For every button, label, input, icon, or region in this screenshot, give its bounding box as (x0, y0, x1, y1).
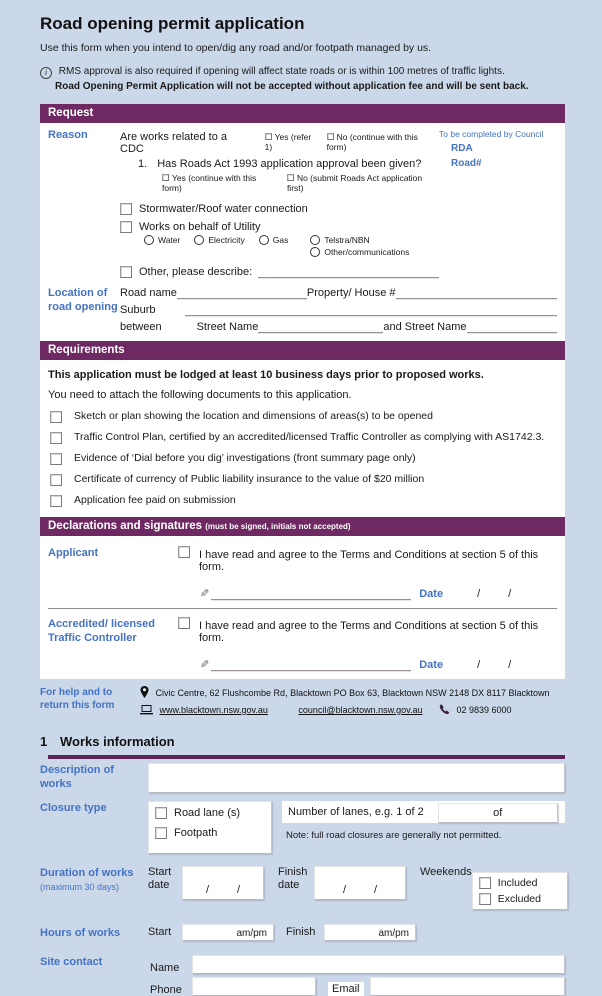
requirement-item: Evidence of ‘Dial before you dig’ investigations (front summary page only) (50, 452, 557, 465)
requirement-checkbox[interactable] (50, 411, 62, 423)
hours-start-label: Start (148, 926, 172, 938)
hours-of-works-label: Hours of works (40, 926, 121, 939)
applicant-signature-field[interactable] (211, 599, 411, 600)
utility-label: Works on behalf of Utility (139, 221, 261, 233)
cdc-yes-option[interactable]: Yes (refer 1) (264, 132, 312, 152)
website-icon (140, 705, 153, 720)
suburb-label: Suburb (120, 304, 156, 316)
finish-date-label: Finish date (278, 866, 308, 891)
date-slash: / (477, 659, 481, 671)
roads-yes-checkbox[interactable] (162, 174, 169, 181)
request-panel (40, 123, 565, 341)
other-describe-field[interactable] (258, 265, 439, 278)
start-date-label: Start date (148, 866, 172, 891)
location-pin-icon (140, 686, 149, 703)
footer-phone: 02 9839 6000 (456, 705, 512, 715)
electricity-radio[interactable] (194, 235, 204, 245)
applicant-agree-checkbox[interactable] (178, 546, 190, 558)
phone-icon (439, 704, 450, 720)
cdc-no-option[interactable]: No (continue with this form) (326, 132, 418, 152)
gas-option[interactable]: Gas (259, 235, 289, 245)
road-lane-option[interactable]: Road lane (s) (155, 807, 267, 819)
finish-date-field[interactable]: / / (314, 866, 406, 900)
footer-website-link[interactable]: www.blacktown.nsw.gov.au (159, 705, 268, 715)
stormwater-label: Stormwater/Roof water connection (139, 203, 308, 215)
number-of-lanes-field[interactable]: of (438, 803, 558, 823)
council-column (439, 129, 557, 278)
other-checkbox[interactable] (120, 266, 132, 278)
roads-no-option[interactable]: No (submit Roads Act application first) (286, 173, 423, 193)
hours-finish-label: Finish (286, 926, 316, 938)
hours-finish-field[interactable]: am/pm (324, 924, 416, 941)
footer-email-link[interactable]: council@blacktown.nsw.gov.au (298, 705, 423, 715)
form-footer (40, 686, 565, 720)
footpath-option[interactable]: Footpath (155, 827, 267, 839)
footpath-checkbox[interactable] (155, 827, 167, 839)
electricity-option[interactable]: Electricity (194, 235, 244, 245)
street-name-label: Street Name (196, 321, 259, 333)
info-icon: i (40, 67, 52, 79)
declarations-panel (40, 536, 565, 679)
requirements-lead: You need to attach the following documents to this application. (48, 389, 352, 401)
declarations-section-header: Declarations and signatures (must be signed, initials not accepted) (40, 517, 565, 536)
weekends-label: Weekends (420, 866, 472, 878)
roads-act-question: Has Roads Act 1993 application approval been given? (157, 158, 422, 170)
request-section-header: Request (40, 104, 565, 123)
start-date-field[interactable]: / / (182, 866, 264, 900)
rda-label: RDA (451, 143, 473, 154)
street-name-field[interactable] (258, 320, 383, 333)
location-label: Location of road opening (48, 287, 118, 313)
between-label: between (120, 321, 162, 333)
road-lane-checkbox[interactable] (155, 807, 167, 819)
requirement-item: Traffic Control Plan, certified by an accredited/licensed Traffic Controller as complying with AS1742.3. (50, 431, 557, 444)
and-street-label: and Street Name (383, 321, 467, 333)
telstra-option[interactable]: Telstra/NBN (310, 235, 409, 245)
declarations-header-suffix: (must be signed, initials not accepted) (205, 522, 351, 531)
other-comm-option[interactable]: Other/communications (310, 247, 409, 257)
phone-field[interactable] (192, 977, 316, 996)
gas-radio[interactable] (259, 235, 269, 245)
works-heading: 1 Works information (40, 734, 175, 749)
utility-options (144, 235, 439, 259)
weekends-included-option[interactable]: Included (479, 877, 563, 889)
controller-agree-checkbox[interactable] (178, 617, 190, 629)
road-name-label: Road name (120, 287, 177, 299)
cdc-yes-checkbox[interactable] (265, 133, 272, 140)
duration-of-works-label: Duration of works (maximum 30 days) (40, 867, 134, 892)
traffic-controller-label: Accredited/ licensed Traffic Controller (48, 618, 155, 644)
cdc-no-checkbox[interactable] (327, 133, 334, 140)
requirement-item: Application fee paid on submission (50, 494, 557, 507)
water-option[interactable]: Water (144, 235, 180, 245)
other-comm-radio[interactable] (310, 247, 320, 257)
description-of-works-field[interactable] (148, 763, 565, 793)
name-label: Name (150, 962, 180, 974)
page-title: Road opening permit application (40, 14, 305, 33)
section-divider (48, 608, 557, 609)
property-house-field[interactable] (396, 286, 557, 299)
note-line-2: Road Opening Permit Application will not be accepted without application fee and will be sent back. (55, 81, 529, 92)
requirement-checkbox[interactable] (50, 495, 62, 507)
date-slash: / (508, 659, 512, 671)
suburb-field[interactable] (185, 303, 557, 316)
signature-pen-icon: ✎ (200, 588, 210, 600)
cdc-question: Are works related to a CDC (120, 131, 227, 155)
included-checkbox[interactable] (479, 877, 491, 889)
hours-start-field[interactable]: am/pm (182, 924, 274, 941)
and-street-field[interactable] (467, 320, 558, 333)
closure-type-box (148, 801, 272, 854)
date-slash: / (477, 588, 481, 600)
help-label: For help and to return this form (40, 687, 115, 711)
council-note: To be completed by Council (439, 129, 544, 139)
number-of-lanes-label: Number of lanes, e.g. 1 of 2 (286, 804, 430, 822)
road-number-label: Road# (451, 158, 482, 169)
date-slash: / (508, 588, 512, 600)
requirement-item: Sketch or plan showing the location and dimensions of areas(s) to be opened (50, 410, 557, 423)
applicant-agree-text: I have read and agree to the Terms and Conditions at section 5 of this form. (199, 549, 539, 573)
requirements-section-header: Requirements (40, 341, 565, 360)
roads-act-number: 1. (138, 158, 148, 170)
controller-agree-text: I have read and agree to the Terms and Conditions at section 5 of this form. (199, 620, 539, 644)
closure-type-label: Closure type (40, 802, 107, 814)
applicant-label: Applicant (48, 547, 99, 559)
utility-checkbox[interactable] (120, 221, 132, 233)
signature-pen-icon: ✎ (200, 659, 210, 671)
weekends-excluded-option[interactable]: Excluded (479, 893, 563, 905)
other-label: Other, please describe: (139, 265, 253, 278)
roads-yes-option[interactable]: Yes (continue with this form) (162, 173, 257, 193)
weekends-box (472, 872, 568, 910)
site-contact-label: Site contact (40, 956, 103, 968)
note-line-1: RMS approval is also required if opening will affect state roads or is within 100 metres of traffic lights. (58, 66, 505, 77)
phone-label: Phone (150, 984, 182, 996)
form-intro: Use this form when you intend to open/dig any road and/or footpath managed by us. (40, 42, 432, 54)
requirement-checkbox[interactable] (50, 432, 62, 444)
name-field[interactable] (192, 955, 565, 974)
closure-note: Note: full road closures are generally not permitted. (286, 830, 502, 841)
requirement-checkbox[interactable] (50, 453, 62, 465)
excluded-checkbox[interactable] (479, 893, 491, 905)
roads-no-checkbox[interactable] (287, 174, 294, 181)
email-field[interactable] (370, 977, 565, 996)
property-house-label: Property/ House # (306, 287, 396, 299)
requirements-lead-bold: This application must be lodged at least 10 business days prior to proposed works. (48, 369, 484, 381)
requirement-item: Certificate of currency of Public liability insurance to the value of $20 million (50, 473, 557, 486)
date-label: Date (419, 588, 444, 600)
info-note (40, 64, 565, 94)
requirements-panel (40, 360, 565, 517)
controller-signature-field[interactable] (211, 670, 411, 671)
telstra-radio[interactable] (310, 235, 320, 245)
footer-address: Civic Centre, 62 Flushcombe Rd, Blacktown PO Box 63, Blacktown NSW 2148 DX 8117 Blacktown (155, 688, 550, 698)
road-name-field[interactable] (177, 286, 307, 299)
water-radio[interactable] (144, 235, 154, 245)
email-label: Email (328, 982, 364, 996)
date-label: Date (419, 659, 444, 671)
stormwater-checkbox[interactable] (120, 203, 132, 215)
reason-label: Reason (48, 129, 88, 141)
description-of-works-label: Description of works (40, 764, 114, 790)
requirement-checkbox[interactable] (50, 474, 62, 486)
heading-rule (48, 755, 565, 759)
